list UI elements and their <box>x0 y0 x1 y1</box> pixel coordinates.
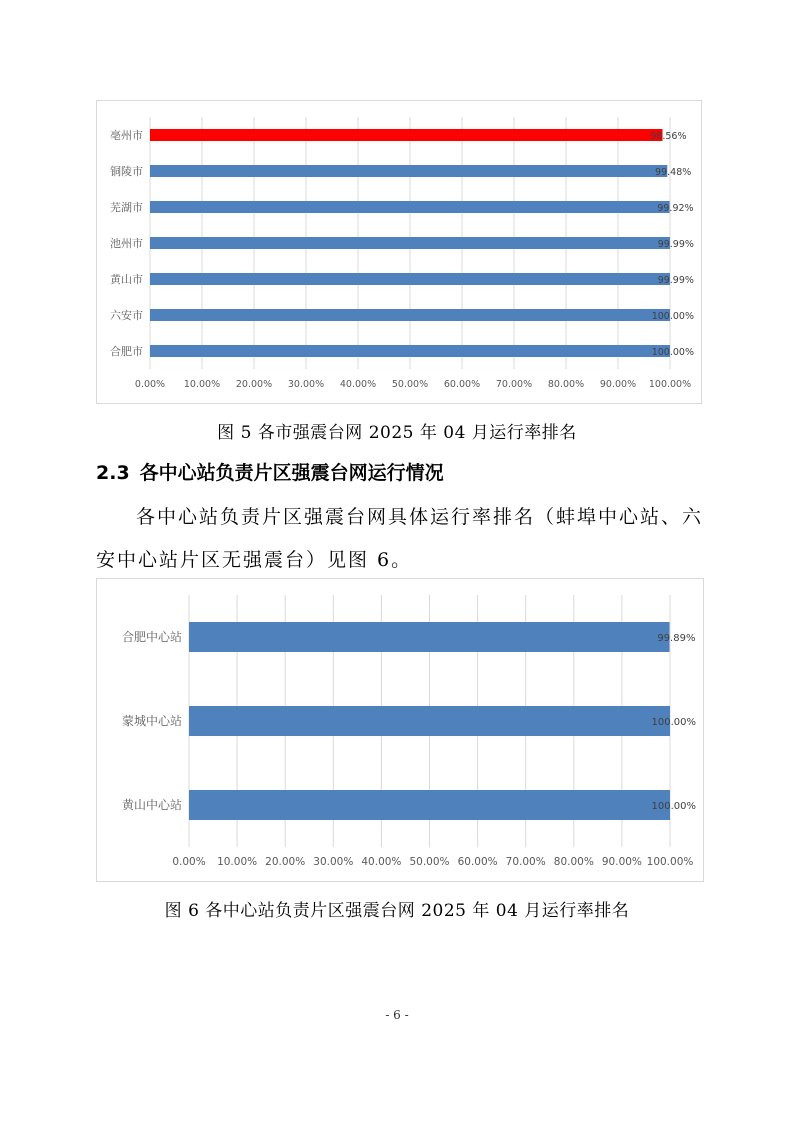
data-label: 100.00% <box>651 311 694 322</box>
x-tick-label: 60.00% <box>457 856 498 868</box>
figure-6-caption: 图 6 各中心站负责片区强震台网 2025 年 04 月运行率排名 <box>164 901 630 921</box>
x-tick-label: 10.00% <box>183 379 221 390</box>
bar <box>150 345 670 357</box>
x-tick-label: 10.00% <box>217 856 258 868</box>
category-label: 蒙城中心站 <box>121 714 182 728</box>
data-label: 100.00% <box>651 347 694 358</box>
data-label: 99.99% <box>657 239 694 250</box>
bar <box>150 237 670 249</box>
bar <box>150 273 670 285</box>
body-paragraph: 各中心站负责片区强震台网具体运行率排名（蚌埠中心站、六安中心站片区无强震台）见图 6。 <box>96 506 704 571</box>
section-heading <box>96 458 444 485</box>
bar <box>150 201 670 213</box>
page-number: - 6 - <box>385 1008 409 1022</box>
bar <box>189 622 669 652</box>
x-tick-label: 40.00% <box>361 856 402 868</box>
section-title: 各中心站负责片区强震台网运行情况 <box>139 462 444 484</box>
category-label: 六安市 <box>110 309 143 322</box>
bar <box>150 129 663 141</box>
data-label: 99.89% <box>657 633 696 644</box>
category-label: 池州市 <box>110 237 143 250</box>
x-tick-label: 70.00% <box>505 856 546 868</box>
category-label: 亳州市 <box>110 129 143 142</box>
x-tick-label: 30.00% <box>313 856 354 868</box>
category-label: 芜湖市 <box>110 201 143 214</box>
category-label: 合肥市 <box>110 345 143 358</box>
bar <box>150 165 667 177</box>
x-tick-label: 60.00% <box>443 379 481 390</box>
x-tick-label: 0.00% <box>134 379 166 390</box>
x-tick-label: 80.00% <box>553 856 594 868</box>
x-tick-label: 100.00% <box>648 379 692 390</box>
x-tick-label: 30.00% <box>287 379 325 390</box>
figure-5-caption: 图 5 各市强震台网 2025 年 04 月运行率排名 <box>217 423 577 443</box>
category-label: 黄山市 <box>110 273 143 286</box>
city-rate-bar-chart <box>97 101 701 403</box>
center-station-rate-bar-chart <box>97 579 703 881</box>
x-tick-label: 90.00% <box>601 856 642 868</box>
x-tick-label: 40.00% <box>339 379 377 390</box>
data-label: 99.99% <box>657 275 694 286</box>
bar <box>150 309 670 321</box>
data-label: 98.56% <box>650 131 687 142</box>
category-label: 合肥中心站 <box>121 630 182 644</box>
x-tick-label: 100.00% <box>646 856 694 868</box>
x-tick-label: 0.00% <box>172 856 206 868</box>
section-number: 2.3 <box>96 462 130 484</box>
category-label: 黄山中心站 <box>121 798 182 812</box>
data-label: 100.00% <box>651 717 696 728</box>
x-tick-label: 70.00% <box>495 379 533 390</box>
data-label: 99.92% <box>657 203 694 214</box>
x-tick-label: 80.00% <box>547 379 585 390</box>
x-tick-label: 50.00% <box>391 379 429 390</box>
figure-5-chart <box>96 100 702 404</box>
bar <box>189 790 670 820</box>
x-tick-label: 20.00% <box>235 379 273 390</box>
bar <box>189 706 670 736</box>
data-label: 100.00% <box>651 801 696 812</box>
x-tick-label: 90.00% <box>599 379 637 390</box>
category-label: 铜陵市 <box>110 165 143 178</box>
x-tick-label: 50.00% <box>409 856 450 868</box>
data-label: 99.48% <box>655 167 692 178</box>
x-tick-label: 20.00% <box>265 856 306 868</box>
figure-6-chart <box>96 578 704 882</box>
